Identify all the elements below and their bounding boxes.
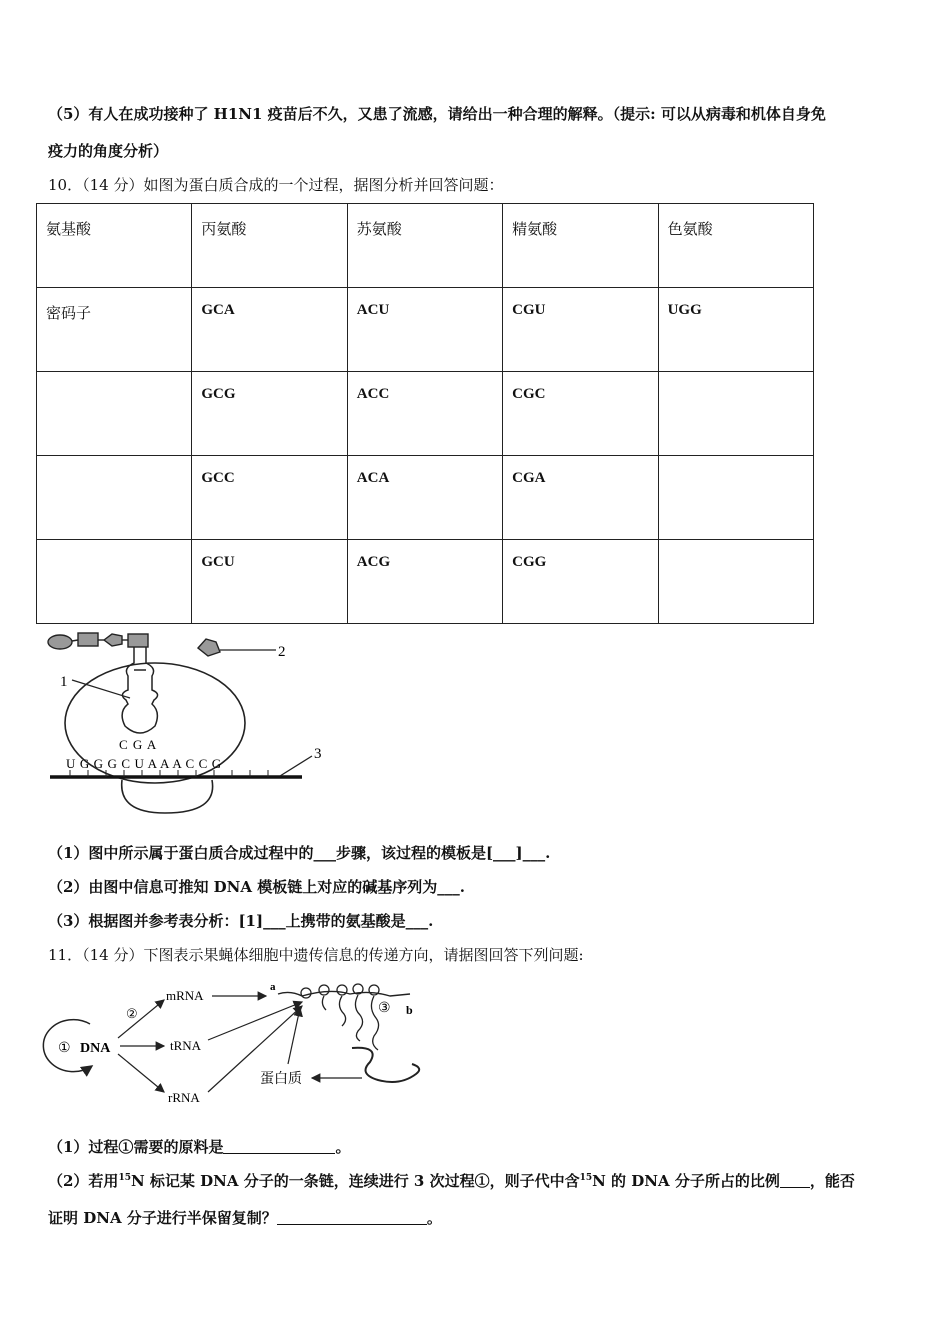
q9-part5-line2: 疫力的角度分析） xyxy=(48,142,169,160)
isotope-superscript: 15 xyxy=(118,1173,131,1183)
protein-label: 蛋白质 xyxy=(260,1072,302,1087)
mrna-strand-2 xyxy=(278,991,410,996)
q11-q2-part4: ，能否 xyxy=(809,1172,855,1190)
table-row xyxy=(37,540,814,624)
table-cell: ACG xyxy=(347,540,502,624)
q11-q2-part3: N 的 DNA 分子所占的比例 xyxy=(592,1172,780,1190)
label-2: 2 xyxy=(278,644,286,660)
polypeptide-chain xyxy=(48,633,148,649)
table-cell: CGU xyxy=(503,288,658,372)
q11-question-2-line1 xyxy=(48,1170,855,1191)
table-header-cell: 色氨酸 xyxy=(658,204,813,288)
table-cell: GCG xyxy=(192,372,347,456)
table-cell: ACU xyxy=(347,288,502,372)
isotope-superscript: 15 xyxy=(579,1173,593,1183)
q10-question-1: （1）图中所示属于蛋白质合成过程中的___步骤，该过程的模板是[___]___. xyxy=(48,844,551,862)
table-cell xyxy=(658,456,813,540)
table-cell: CGA xyxy=(503,456,658,540)
arrow-trna-ribosome xyxy=(208,1002,302,1040)
table-header-cell: 氨基酸 xyxy=(37,204,192,288)
circle-1: ① xyxy=(58,1041,71,1056)
q11-q2-line2: 证明 DNA 分子进行半保留复制？ xyxy=(48,1209,277,1227)
table-cell xyxy=(37,540,192,624)
gene-expression-figure xyxy=(40,976,430,1111)
trna-label: tRNA xyxy=(170,1038,202,1053)
q11-q1-text: （1）过程①需要的原料是 xyxy=(48,1138,224,1156)
label-1: 1 xyxy=(60,674,68,690)
table-cell: CGC xyxy=(503,372,658,456)
end-a: a xyxy=(270,981,276,993)
circle-2: ② xyxy=(126,1006,138,1021)
answer-blank[interactable] xyxy=(780,1173,810,1188)
q11-question-1 xyxy=(48,1136,350,1157)
q11-q2-part2: N 标记某 DNA 分子的一条链，连续进行 3 次过程①，则子代中含 xyxy=(130,1172,580,1190)
table-cell: 密码子 xyxy=(37,288,192,372)
table-cell: GCC xyxy=(192,456,347,540)
table-cell: CGG xyxy=(503,540,658,624)
rrna-label: rRNA xyxy=(168,1090,200,1105)
table-cell: UGG xyxy=(658,288,813,372)
table-header-row xyxy=(37,204,814,288)
dna-label: DNA xyxy=(80,1041,111,1056)
table-cell: GCA xyxy=(192,288,347,372)
table-cell xyxy=(37,372,192,456)
answer-blank[interactable] xyxy=(223,1139,335,1154)
protein-chain xyxy=(352,1048,419,1082)
q11-heading: 11．（14 分）下图表示果蝇体细胞中遗传信息的传递方向，请据图回答下列问题: xyxy=(48,946,584,964)
table-row xyxy=(37,288,814,372)
table-cell xyxy=(37,456,192,540)
table-header-cell: 精氨酸 xyxy=(503,204,658,288)
q10-question-3: （3）根据图并参考表分析：[1]___上携带的氨基酸是___. xyxy=(48,912,434,930)
table-cell: GCU xyxy=(192,540,347,624)
codon-table xyxy=(36,203,814,624)
q9-part5-line1: （5）有人在成功接种了 H1N1 疫苗后不久，又患了流感，请给出一种合理的解释。（提示: 可以从病毒和机体自身免 xyxy=(48,105,826,123)
q11-q2-end: 。 xyxy=(426,1209,442,1227)
table-cell xyxy=(658,372,813,456)
q11-q2-part1: （2）若用 xyxy=(48,1172,119,1190)
table-cell: ACC xyxy=(347,372,502,456)
table-cell: ACA xyxy=(347,456,502,540)
trna xyxy=(122,647,157,733)
table-row xyxy=(37,372,814,456)
arrow-dna-mrna xyxy=(118,1000,164,1038)
answer-blank[interactable] xyxy=(277,1210,427,1225)
q10-question-2: （2）由图中信息可推知 DNA 模板链上对应的碱基序列为___. xyxy=(48,878,465,896)
q11-q1-end: 。 xyxy=(335,1138,351,1156)
label-3-leader xyxy=(280,756,312,776)
label-3: 3 xyxy=(314,746,322,762)
mrna-sequence: U G G G C U A A A C C G xyxy=(66,756,222,771)
ribosome-small xyxy=(122,780,213,813)
translation-figure xyxy=(40,628,340,818)
table-header-cell: 丙氨酸 xyxy=(192,204,347,288)
arrow-dna-rrna xyxy=(118,1054,164,1092)
table-header-cell: 苏氨酸 xyxy=(347,204,502,288)
amino-acid-2 xyxy=(198,639,286,660)
table-cell xyxy=(658,540,813,624)
anticodon: C G A xyxy=(119,737,158,752)
q10-heading: 10．（14 分）如图为蛋白质合成的一个过程，据图分析并回答问题： xyxy=(48,176,504,194)
table-row xyxy=(37,456,814,540)
circle-3: ③ xyxy=(378,1001,391,1016)
q11-question-2-line2 xyxy=(48,1207,442,1228)
end-b: b xyxy=(406,1003,413,1017)
mrna-label: mRNA xyxy=(166,988,204,1003)
